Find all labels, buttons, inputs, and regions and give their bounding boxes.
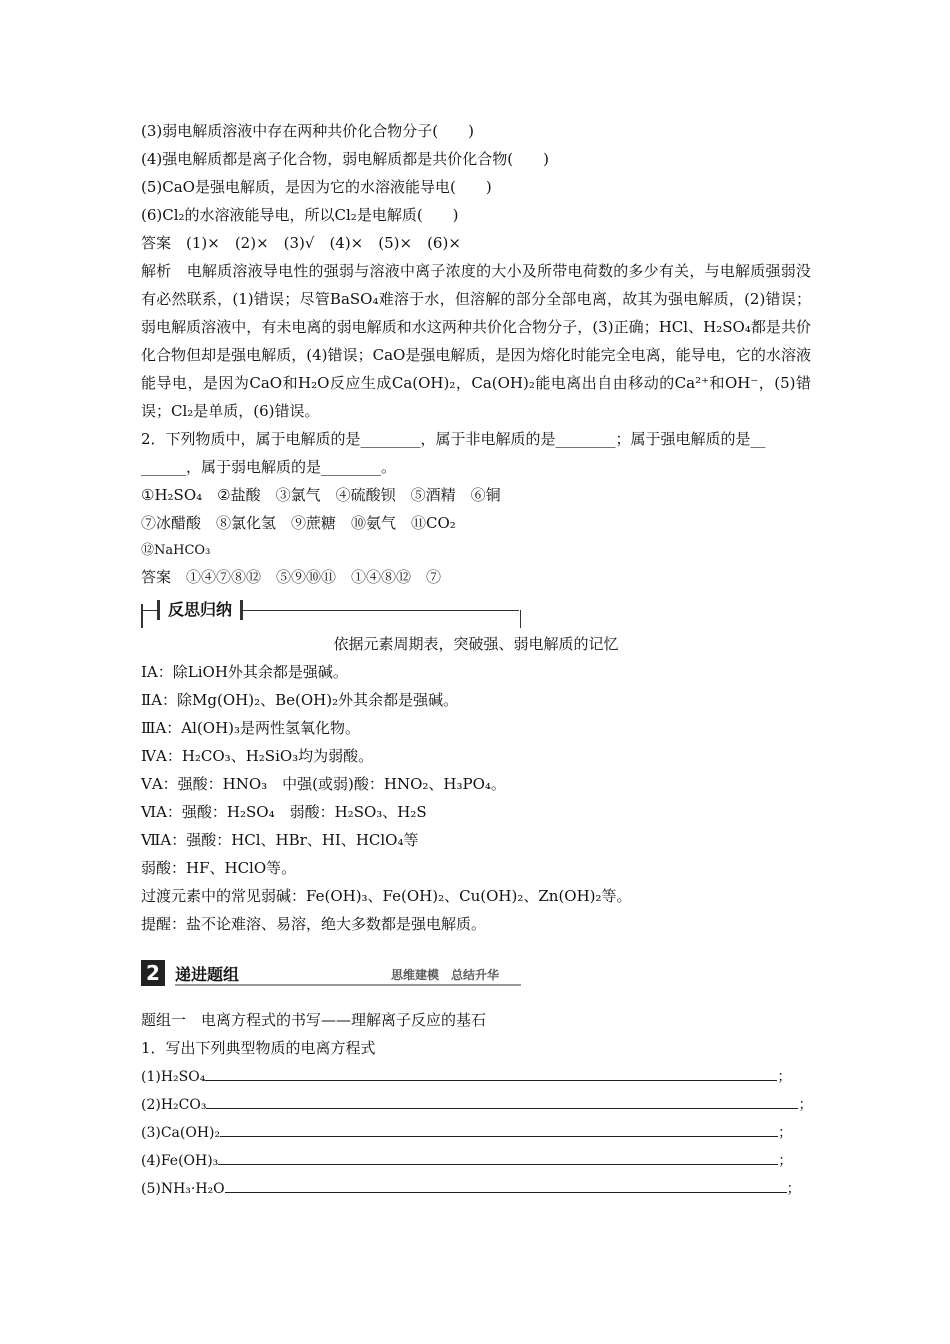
equation-end: ； bbox=[778, 1153, 793, 1169]
answer-blank[interactable] bbox=[220, 1122, 778, 1137]
equation-label: (3)Ca(OH)₂ bbox=[141, 1125, 221, 1141]
equation-end: ； bbox=[786, 1181, 801, 1197]
q1-item-4: (4)强电解质都是离子化合物，弱电解质都是共价化合物( ) bbox=[141, 150, 549, 168]
section-subtitle: 思维建模 总结升华 bbox=[391, 968, 500, 982]
group-title: 题组一 电离方程式的书写——理解离子反应的基石 bbox=[141, 1011, 487, 1029]
q1-analysis: 解析 电解质溶液导电性的强弱与溶液中离子浓度的大小及所带电荷数的多少有关，与电解质强弱没有必然联系，(1)错误；尽管BaSO₄难溶于水，但溶解的部分全部电离，故其为强电解质，(2)错误；弱电解质溶液中，有未电离的弱电解质和水这两种共价化合物分子，(3)正确；HCl、H₂SO₄都是共价化合物但却是强电解质，(4)错误；CaO是强电解质，是因为熔化时能完全电离，能导电，它的水溶液能导电，是因为CaO和H₂O反应生成Ca(OH)₂，Ca(OH)₂能电离出自由移动的Ca²⁺和OH⁻，(5)错误；Cl₂是单质，(6)错误。 bbox=[141, 262, 811, 420]
equation-row bbox=[141, 1122, 806, 1143]
reflection-line: ⅡA：除Mg(OH)₂、Be(OH)₂外其余都是强碱。 bbox=[141, 691, 459, 709]
q2-answer: 答案 ①④⑦⑧⑫ ⑤⑨⑩⑪ ①④⑧⑫ ⑦ bbox=[141, 568, 442, 586]
q1-answer: 答案 (1)× (2)× (3)√ (4)× (5)× (6)× bbox=[141, 234, 461, 252]
reflection-line: 提醒：盐不论难溶、易溶，绝大多数都是强电解质。 bbox=[141, 915, 487, 933]
equation-end: ； bbox=[778, 1125, 793, 1141]
reflection-line: 弱酸：HF、HClO等。 bbox=[141, 859, 297, 877]
equation-row bbox=[141, 1066, 806, 1087]
q2-stem-line1: 2．下列物质中，属于电解质的是________，属于非电解质的是________；属于强电解质的是__ bbox=[141, 430, 766, 448]
equation-end: ； bbox=[798, 1097, 813, 1113]
answer-blank[interactable] bbox=[206, 1094, 798, 1109]
reflection-banner bbox=[141, 600, 521, 628]
equation-label: (1)H₂SO₄ bbox=[141, 1069, 206, 1085]
answer-blank[interactable] bbox=[225, 1178, 787, 1193]
reflection-line: ⅥA：强酸：H₂SO₄ 弱酸：H₂SO₃、H₂S bbox=[141, 803, 427, 821]
q1-item-6: (6)Cl₂的水溶液能导电，所以Cl₂是电解质( ) bbox=[141, 206, 459, 224]
q2-options-line1: ①H₂SO₄ ②盐酸 ③氯气 ④硫酸钡 ⑤酒精 ⑥铜 bbox=[141, 486, 501, 504]
equation-label: (2)H₂CO₃ bbox=[141, 1097, 207, 1113]
reflection-line: 过渡元素中的常见弱碱：Fe(OH)₃、Fe(OH)₂、Cu(OH)₂、Zn(OH)₂等。 bbox=[141, 887, 632, 905]
section-rule bbox=[175, 984, 521, 986]
banner-right-edge bbox=[520, 610, 521, 628]
equation-label: (4)Fe(OH)₃ bbox=[141, 1153, 219, 1169]
q2-stem-line2: ______，属于弱电解质的是________。 bbox=[141, 458, 397, 476]
reflection-line: ⅢA：Al(OH)₃是两性氢氧化物。 bbox=[141, 719, 361, 737]
answer-blank[interactable] bbox=[205, 1066, 777, 1081]
section-header bbox=[141, 960, 521, 986]
reflection-line: ⅣA：H₂CO₃、H₂SiO₃均为弱酸。 bbox=[141, 747, 374, 765]
equation-row bbox=[141, 1094, 813, 1115]
q2-options-line3: ⑫NaHCO₃ bbox=[141, 543, 211, 558]
section-number: 2 bbox=[141, 960, 165, 986]
reflection-line: ⅦA：强酸：HCl、HBr、HI、HClO₄等 bbox=[141, 831, 419, 849]
answer-blank[interactable] bbox=[218, 1150, 778, 1165]
q2-options-line2: ⑦冰醋酸 ⑧氯化氢 ⑨蔗糖 ⑩氨气 ⑪CO₂ bbox=[141, 514, 456, 532]
reflection-label: 反思归纳 bbox=[157, 600, 243, 620]
q1-item-5: (5)CaO是强电解质，是因为它的水溶液能导电( ) bbox=[141, 178, 492, 196]
q1-item-3: (3)弱电解质溶液中存在两种共价化合物分子( ) bbox=[141, 122, 474, 140]
equation-row bbox=[141, 1150, 806, 1171]
banner-left-edge bbox=[141, 604, 143, 628]
reflection-heading: 依据元素周期表，突破强、弱电解质的记忆 bbox=[333, 635, 619, 653]
equation-end: ； bbox=[777, 1069, 792, 1085]
reflection-line: ⅠA：除LiOH外其余都是强碱。 bbox=[141, 663, 348, 681]
section-title: 递进题组 bbox=[175, 965, 240, 984]
group-question: 1．写出下列典型物质的电离方程式 bbox=[141, 1039, 376, 1057]
equation-label: (5)NH₃·H₂O bbox=[141, 1181, 225, 1197]
reflection-line: ⅤA：强酸：HNO₃ 中强(或弱)酸：HNO₂、H₃PO₄。 bbox=[141, 775, 506, 793]
equation-row bbox=[141, 1178, 806, 1199]
